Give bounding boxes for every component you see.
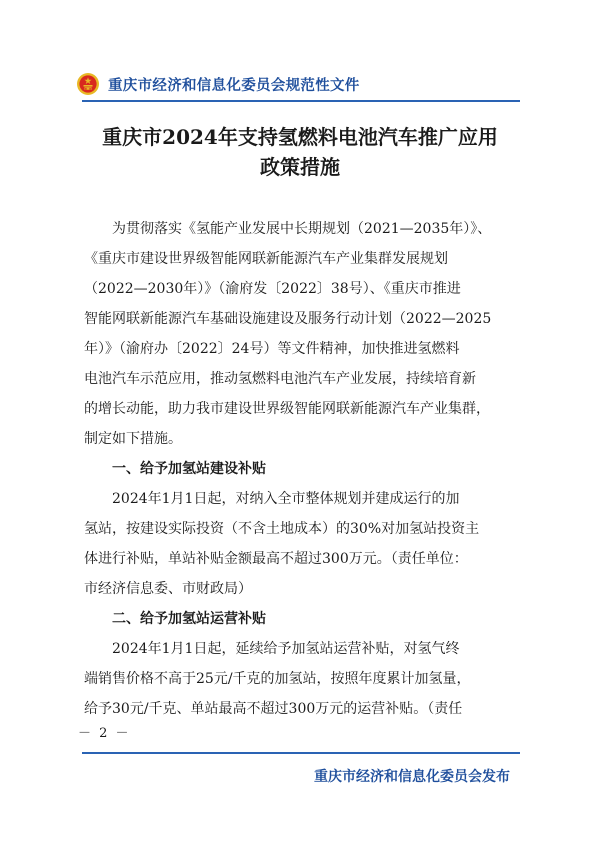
body-line: 体进行补贴，单站补贴金额最高不超过300万元。（责任单位： bbox=[84, 551, 468, 567]
body-line: 智能网联新能源汽车基础设施建设及服务行动计划（2022—2025 bbox=[84, 311, 492, 327]
section-heading: 一、给予加氢站建设补贴 bbox=[84, 461, 266, 477]
body-line: 制定如下措施。 bbox=[84, 431, 182, 447]
body-line: 2024年1月1日起，对纳入全市整体规划并建成运行的加 bbox=[84, 491, 460, 507]
body-line: 的增长动能，助力我市建设世界级智能网联新能源汽车产业集群， bbox=[84, 401, 490, 417]
body-line: 《重庆市建设世界级智能网联新能源汽车产业集群发展规划 bbox=[84, 251, 448, 267]
document-body bbox=[84, 214, 524, 724]
header-title: 重庆市经济和信息化委员会规范性文件 bbox=[108, 77, 360, 94]
footer-publisher: 重庆市经济和信息化委员会发布 bbox=[314, 769, 510, 785]
header-divider bbox=[82, 100, 520, 102]
body-line: 端销售价格不高于25元/千克的加氢站，按照年度累计加氢量， bbox=[84, 671, 471, 687]
document-title-line: 政策措施 bbox=[260, 155, 340, 179]
document-header bbox=[76, 70, 360, 98]
body-line: 电池汽车示范应用，推动氢燃料电池汽车产业发展，持续培育新 bbox=[84, 371, 476, 387]
body-line: 为贯彻落实《氢能产业发展中长期规划（2021—2035年）》、 bbox=[84, 221, 492, 237]
body-line: 氢站，按建设实际投资（不含土地成本）的30%对加氢站投资主 bbox=[84, 521, 480, 537]
body-line: 2024年1月1日起，延续给予加氢站运营补贴，对氢气终 bbox=[84, 641, 460, 657]
document-title bbox=[70, 122, 530, 182]
section-heading: 二、给予加氢站运营补贴 bbox=[84, 611, 266, 627]
body-line: 给予30元/千克、单站最高不超过300万元的运营补贴。（责任 bbox=[84, 701, 463, 717]
national-emblem-icon bbox=[76, 72, 100, 96]
body-line: 年）》（渝府办〔2022〕24号）等文件精神，加快推进氢燃料 bbox=[84, 341, 460, 357]
body-line: 市经济信息委、市财政局） bbox=[84, 581, 252, 597]
body-line: （2022—2030年）》（渝府发〔2022〕38号）、《重庆市推进 bbox=[84, 281, 461, 297]
document-title-line: 重庆市2024年支持氢燃料电池汽车推广应用 bbox=[102, 125, 498, 149]
page-number: － 2 － bbox=[78, 726, 131, 741]
footer-divider bbox=[82, 752, 520, 754]
